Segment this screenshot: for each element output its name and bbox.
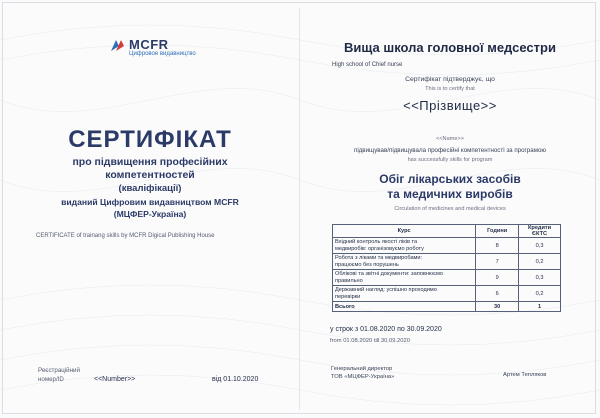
director-title-line-2: ТОВ «МЦФЕР-Україна» [331,374,395,380]
course-name-line: Робота з ліками та медвиробами: [335,255,423,261]
recipient-name: <<Name>> [436,136,464,142]
table-row [333,270,561,286]
header-credits-line-1: Кредити [527,225,552,231]
study-period-english: from 01.08.2020 till 30.09.2020 [330,338,410,344]
registration-label [38,366,80,384]
registration-number: <<Number>> [94,376,136,383]
mcfr-logo-icon [110,37,126,53]
hours-cell: 8 [476,238,519,254]
certificate-title: СЕРТИФІКАТ [68,126,232,153]
header-credits [519,225,561,238]
completed-text-english: has successfully skills for program [407,157,493,163]
certificate-subtitle-line-1: про підвищення професійних [72,156,228,168]
study-period: у строк з 01.08.2020 по 30.09.2020 [330,326,442,333]
director-title-line-1: Генеральний директор [331,366,393,372]
recipient-surname: <<Прізвище>> [403,98,497,113]
course-name-line: працюємо без порушень [335,261,399,268]
hours-cell: 9 [476,270,519,286]
table-row [333,286,561,302]
course-name-line: перевірки [335,293,361,300]
total-hours: 30 [476,302,519,312]
header-hours: Години [476,225,519,238]
course-cell [333,254,476,270]
credits-cell: 0,3 [519,270,561,286]
registration-label-line-2: номер/ID [38,376,64,383]
course-name-line: Державний нагляд: успішно проходимо [335,287,437,293]
qualification-note: (кваліфікації) [118,183,182,194]
credits-cell: 0,3 [519,238,561,254]
course-cell [333,238,476,254]
course-name-line: Вхідний контроль якості ліків та [335,239,418,245]
registration-label-line-1: Реєстраційний [38,367,80,374]
table-row [333,238,561,254]
logo-brand: MCFR [129,37,169,52]
course-title-line-2: та медичних виробів [387,187,513,201]
completed-text: підвищував/підвищувала професійні компетентності за програмою [353,147,547,154]
credits-cell: 0,2 [519,254,561,270]
total-label: Всього [333,302,476,312]
mcfr-logo [110,36,230,64]
course-name-line: правильно [335,277,363,284]
school-name-english: High school of Chief nurse [332,62,403,68]
table-total-row [333,302,561,312]
table-row [333,254,561,270]
total-credits: 1 [519,302,561,312]
course-cell [333,270,476,286]
hours-cell: 6 [476,286,519,302]
certificate-subtitle-line-2: компетентностей [105,169,195,181]
course-cell [333,286,476,302]
issued-by-line-1: виданий Цифровим видавництвом MCFR [61,197,239,207]
hours-cell: 7 [476,254,519,270]
registration-date: від 01.10.2020 [212,376,259,383]
certify-text: Сертифікат підтверджує, що [405,76,495,83]
issued-by-line-2: (МЦФЕР-Україна) [113,209,187,219]
header-credits-line-2: ЄКТС [532,231,548,237]
course-title-line-1: Обіг лікарських засобів [379,172,521,186]
table-header-row [333,225,561,238]
director-title [331,365,394,381]
school-name: Вища школа головної медсестри [344,40,556,55]
certificate-english-line: CERTIFICATE of trainang skills by MCFR Digical Publishing House [36,233,215,239]
credits-cell: 0,2 [519,286,561,302]
header-course: Курс [333,225,476,238]
course-name-line: медвиробів: організовуємо роботу [335,245,424,252]
course-title-english: Circulation of medicines and medical devices [394,206,506,212]
courses-table [332,224,561,312]
certify-text-english: This is to certify that [425,86,475,92]
signer-name: Артем Тепляков [503,372,547,378]
course-name-line: Облікові та звітні документи: заповнюємо [335,271,443,277]
logo-subtitle: Цифровое видавництво [129,51,196,57]
